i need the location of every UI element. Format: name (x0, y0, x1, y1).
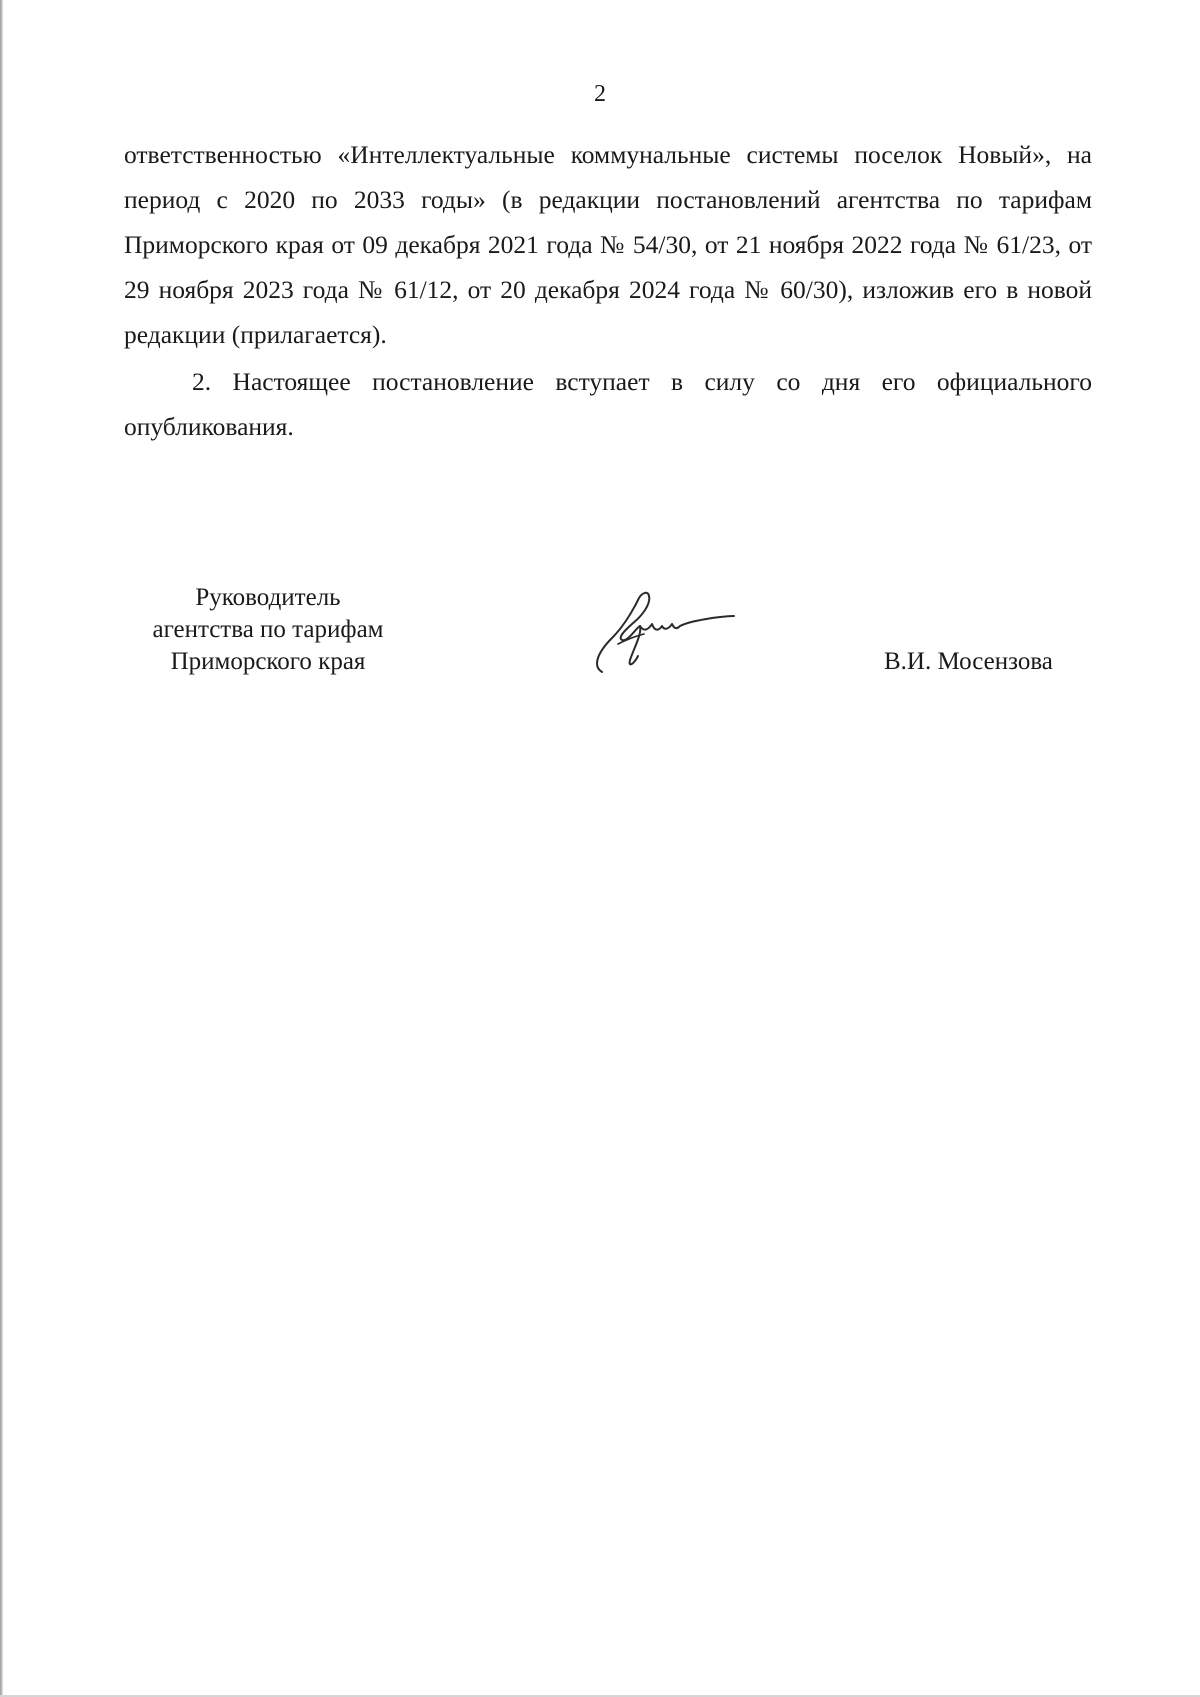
signer-title (118, 582, 418, 678)
document-body (124, 132, 1092, 449)
signer-name: В.И. Мосензова (884, 648, 1053, 675)
signer-title-line: Руководитель (195, 584, 341, 611)
paragraph-continuation: ответственностью «Интеллектуальные коммунальные системы поселок Новый», на период с 2020 по 2033 годы» (в редакции постановлений агентства по тарифам Приморского края от 09 декабря 2021 года № 54/30, от 21 ноября 2022 года № 61/23, от 29 ноября 2023 года № 61/12, от 20 декабря 2024 года № 60/30), изложив его в новой редакции (прилагается). (124, 140, 1092, 349)
signature-block (0, 582, 1200, 702)
scan-edge (0, 0, 3, 1697)
signer-title-line: Приморского края (170, 648, 366, 675)
signer-title-line: агентства по тарифам (152, 616, 384, 643)
paragraph-effective-date: 2. Настоящее постановление вступает в силу со дня его официального опубликования. (124, 367, 1092, 441)
page-number: 2 (594, 81, 606, 107)
handwritten-signature-icon (578, 586, 738, 682)
